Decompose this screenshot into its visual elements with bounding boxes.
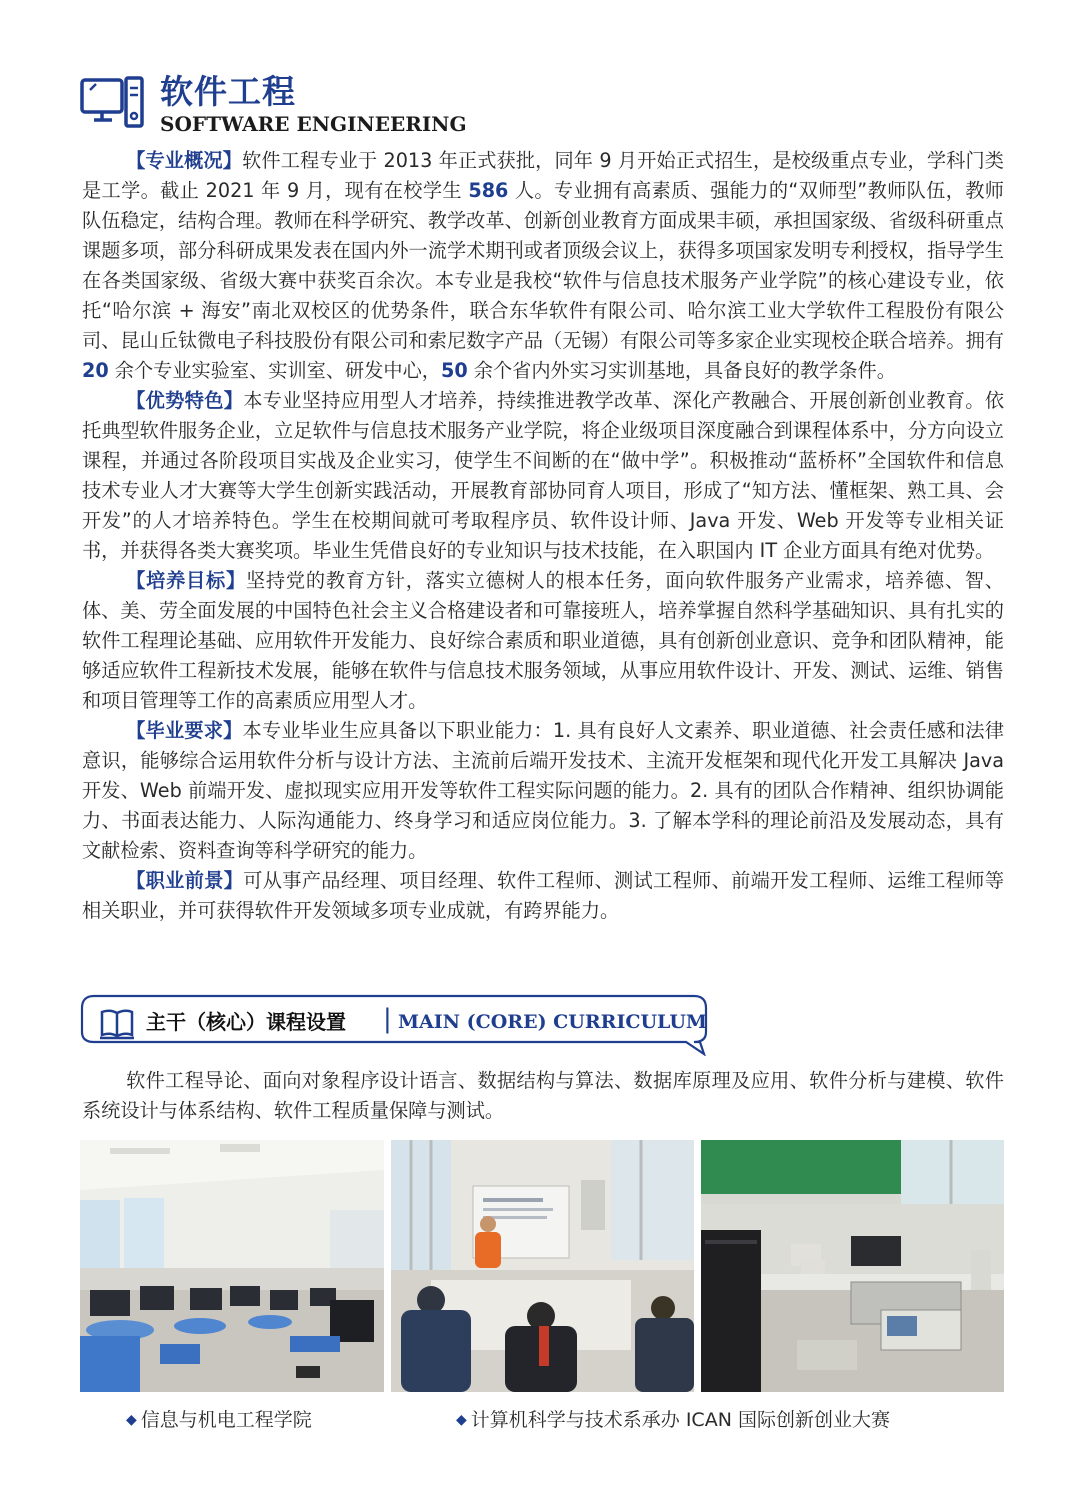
section-text: 本专业毕业生应具备以下职业能力：1. 具有良好人文素养、职业道德、社会责任感和法律意识，能够综合运用软件分析与设计方法、主流前后端开发技术、主流开发框架和现代化开发工具解决 Java 开发、Web 前端开发、虚拟现实应用开发等软件工程实际问题的能力。2. 具有的团队合作精神、组织协调能力、书面表达能力、人际沟通能力、终身学习和适应岗位能力。3. 了解本学科的理论前沿及发展动态，具有文献检索、资料查询等科学研究的能力。	[82, 719, 1005, 862]
section-text: 余个专业实验室、实训室、研发中心，	[108, 359, 441, 382]
section-paragraph	[82, 716, 1004, 866]
caption-text: 信息与机电工程学院	[140, 1409, 312, 1431]
curriculum-banner	[80, 994, 710, 1060]
page-header	[80, 72, 580, 136]
bullet-icon: ◆	[456, 1412, 467, 1428]
highlight-number: 50	[441, 359, 468, 382]
curriculum-text	[82, 1066, 1004, 1126]
section-text: 本专业坚持应用型人才培养，持续推进教学改革、深化产教融合、开展创新创业教育。依托典型软件服务企业，立足软件与信息技术服务产业学院，将企业级项目深度融合到课程体系中，分方向设立课程，并通过各阶段项目实战及企业实习，使学生不间断的在“做中学”。积极推动“蓝桥杯”全国软件和信息技术专业人才大赛等大学生创新实践活动，开展教育部协同育人项目，形成了“知方法、懂框架、熟工具、会开发”的人才培养特色。学生在校期间就可考取程序员、软件设计师、Java 开发、Web 开发等专业相关证书，并获得各类大赛奖项。毕业生凭借良好的专业知识与技术技能，在入职国内 IT 企业方面具有绝对优势。	[82, 389, 1005, 562]
section-text: 余个省内外实习实训基地，具备良好的教学条件。	[467, 359, 896, 382]
page-title: 软件工程	[160, 72, 296, 111]
section-text: 人。专业拥有高素质、强能力的“双师型”教师队伍，教师队伍稳定，结构合理。教师在科学研究、教学改革、创新创业教育方面成果丰硕，承担国家级、省级科研重点课题多项，部分科研成果发表在国内外一流学术期刊或者顶级会议上，获得多项国家发明专利授权，指导学生在各类国家级、省级大赛中获奖百余次。本专业是我校“软件与信息技术服务产业学院”的核心建设专业，依托“哈尔滨 + 海安”南北双校区的优势条件，联合东华软件有限公司、哈尔滨工业大学软件工程股份有限公司、昆山丘钛微电子科技股份有限公司和索尼数字产品（无锡）有限公司等多家企业实现校企联合培养。拥有	[82, 179, 1004, 352]
section-heading: 【专业概况】	[126, 149, 243, 172]
section-paragraph	[82, 566, 1004, 716]
section-paragraph	[82, 866, 1004, 926]
curriculum-separator: |	[383, 1004, 392, 1034]
photo-caption	[126, 1406, 312, 1436]
highlight-number: 20	[82, 359, 109, 382]
section-text: 坚持党的教育方针，落实立德树人的根本任务，面向软件服务产业需求，培养德、智、体、美、劳全面发展的中国特色社会主义合格建设者和可靠接班人，培养掌握自然科学基础知识、具有扎实的软件工程理论基础、应用软件开发能力、良好综合素质和职业道德，具有创新创业意识、竞争和团队精神，能够适应软件工程新技术发展，能够在软件与信息技术服务领域，从事应用软件设计、开发、测试、运维、销售和项目管理等工作的高素质应用型人才。	[82, 569, 1004, 712]
book-icon	[98, 1006, 138, 1042]
section-paragraph	[82, 386, 1004, 566]
section-paragraph	[82, 146, 1004, 386]
presentation-photo	[391, 1140, 694, 1392]
section-text: 软件工程专业于 2013 年正式获批，同年 9 月开始正式招生，是校级重点专业，学科门类是工学。截止 2021 年 9 月，现有在校学生	[82, 149, 1004, 202]
highlight-number: 586	[468, 179, 509, 202]
page-subtitle: SOFTWARE ENGINEERING	[160, 112, 467, 136]
curriculum-label-en: MAIN (CORE) CURRICULUM	[398, 1011, 707, 1033]
curriculum-label-zh: 主干（核心）课程设置	[146, 1010, 346, 1034]
computer-icon	[80, 76, 146, 132]
section-heading: 【优势特色】	[126, 389, 244, 412]
classroom-photo	[80, 1140, 384, 1392]
section-heading: 【职业前景】	[126, 869, 244, 892]
section-heading: 【毕业要求】	[126, 719, 243, 742]
lab-equipment-photo	[701, 1140, 1004, 1392]
photo-caption	[456, 1406, 890, 1436]
section-heading: 【培养目标】	[126, 569, 246, 592]
caption-text: 计算机科学与技术系承办 ICAN 国际创新创业大赛	[470, 1409, 890, 1431]
bullet-icon: ◆	[126, 1412, 137, 1428]
curriculum-course-list: 软件工程导论、面向对象程序设计语言、数据结构与算法、数据库原理及应用、软件分析与建模、软件系统设计与体系结构、软件工程质量保障与测试。	[82, 1069, 1004, 1122]
program-description	[82, 146, 1004, 926]
section-text: 可从事产品经理、项目经理、软件工程师、测试工程师、前端开发工程师、运维工程师等相关职业，并可获得软件开发领域多项专业成就，有跨界能力。	[82, 869, 1005, 922]
